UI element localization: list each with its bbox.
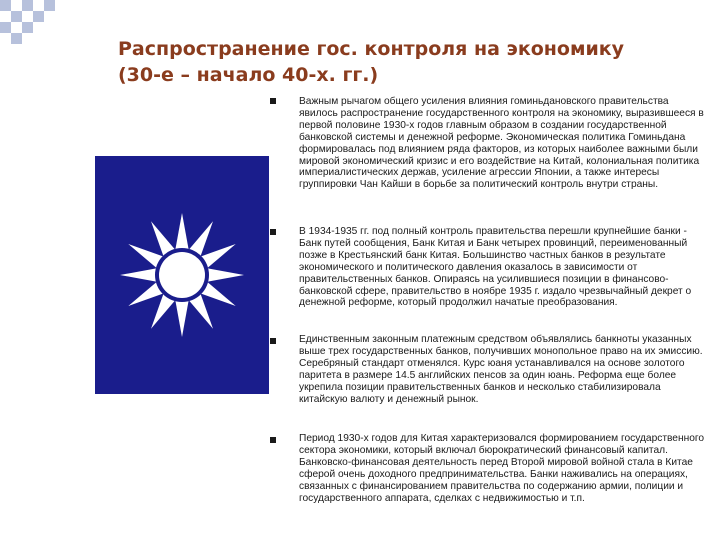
corner-decoration xyxy=(0,0,60,46)
blue-sky-white-sun-emblem-icon xyxy=(95,156,269,394)
bullet-text-3: Единственным законным платежным средством объявлялись банкноты указанных выше трех государственных банков, получивших монопольное право на их эмиссию. Серебряный стандарт отменялся. Курс юаня устанавливался на основе золотого паритета в размере 14.5 английских пенсов за один юань. Реформа еще более укрепила позиции правительственных банков и несколько стабилизировала китайскую валюту и денежный рынок. xyxy=(299,334,703,405)
slide-title-line-1: Распространение гос. контроля на экономику xyxy=(118,38,625,60)
bullet-marker xyxy=(270,437,276,443)
bullet-marker xyxy=(270,229,276,235)
bullet-marker xyxy=(270,98,276,104)
bullet-list xyxy=(270,0,710,540)
bullet-text-4: Период 1930-х годов для Китая характеризовался формированием государственного сектора экономики, который включал бюрократический финансовый капитал. Банковско-финансовая деятельность перед Второй мировой войной стала в Китае сферой очень доходного предпринимательства. Банки наживались на операциях, связанных с финансированием правительства по содержанию армии, полиции и государственного аппарата, сделках с недвижимостью и т.п. xyxy=(299,433,705,504)
bullet-text-1: Важным рычагом общего усиления влияния гоминьдановского правительства явилось распространение государственного контроля на экономику, выразившееся в первой половине 1930-х годов главным образом в создании государственной банковской системы и денежной реформе. Экономическая политика Гоминьдана формировалась под влиянием ряда факторов, из которых наиболее важными были мировой экономический кризис и его воздействие на Китай, колониальная политика империалистических держав, усиление агрессии Японии, а также интересы группировки Чан Кайши в борьбе за политический контроль внутри страны. xyxy=(299,96,704,191)
bullet-text-2: В 1934-1935 гг. под полный контроль правительства перешли крупнейшие банки - Банк путей сообщения, Банк Китая и Банк четырех провинций, переименованный позже в Крестьянский банк Китая. Большинство частных банков в результате экономического и политического давления оказалось в зависимости от правительственных банков. Опираясь на усилившиеся позиции в финансово-банковской сфере, правительство в ноябре 1935 г. издало чрезвычайный декрет о денежной реформе, который продолжил начатые преобразования. xyxy=(299,226,692,309)
slide-title-line-2: (30-е – начало 40-х. гг.) xyxy=(118,64,379,86)
bullet-marker xyxy=(270,338,276,344)
